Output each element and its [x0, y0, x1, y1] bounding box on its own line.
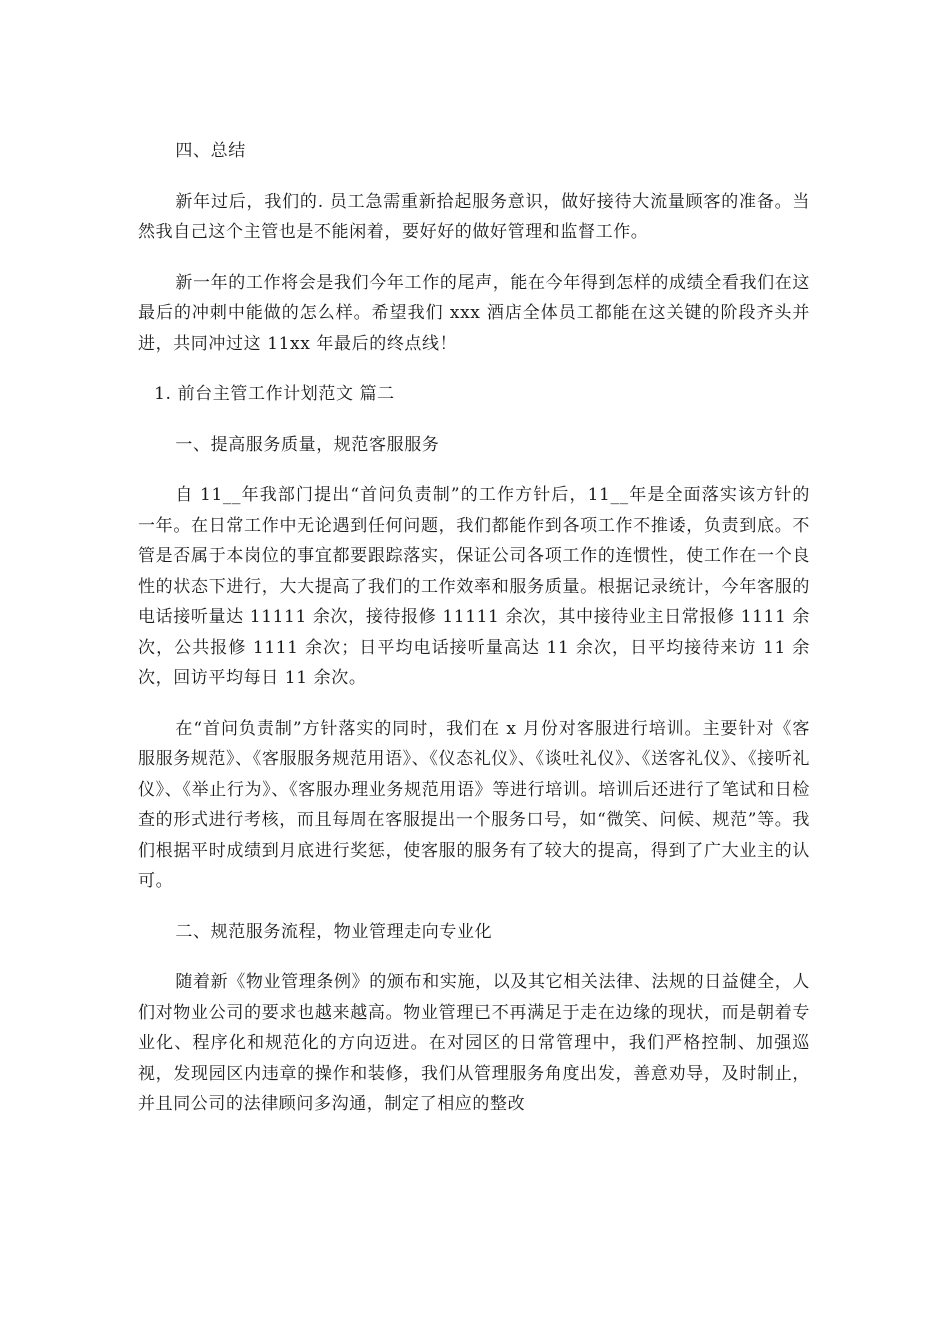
section-heading-summary: 四、总结: [175, 141, 246, 161]
paragraph: 在“首问负责制”方针落实的同时，我们在 x 月份对客服进行培训。主要针对《客服服务规范》、《客服服务规范用语》、《仪态礼仪》、《谈吐礼仪》、《送客礼仪》、《接听礼仪》、《举止行为》、《客服办理业务规范用语》等进行培训。培训后还进行了笔试和日检查的形式进行考核，而且每周在客服提出一个服务口号，如“微笑、问候、规范”等。我们根据平时成绩到月底进行奖惩，使客服的服务有了较大的提高，得到了广大业主的认可。: [138, 718, 810, 891]
paragraph: 新年过后，我们的. 员工急需重新拾起服务意识，做好接待大流量顾客的准备。当然我自己这个主管也是不能闲着，要好好的做好管理和监督工作。: [138, 191, 810, 242]
section-heading-service-quality: 一、提高服务质量，规范客服服务: [175, 434, 440, 455]
article-title: 1. 前台主管工作计划范文 篇二: [154, 384, 395, 404]
paragraph: 新一年的工作将会是我们今年工作的尾声，能在今年得到怎样的成绩全看我们在这最后的冲刺中能做的怎么样。希望我们 xxx 酒店全体员工都能在这关键的阶段齐头并进，共同冲过这 11xx 年最后的终点线！: [138, 272, 810, 354]
document-body: [138, 136, 810, 1140]
paragraph: 自 11__年我部门提出“首问负责制”的工作方针后，11__年是全面落实该方针的一年。在日常工作中无论遇到任何问题，我们都能作到各项工作不推诿，负责到底。不管是否属于本岗位的事宜都要跟踪落实，保证公司各项工作的连惯性，使工作在一个良性的状态下进行，大大提高了我们的工作效率和服务质量。根据记录统计，今年客服的电话接听量达 11111 余次，接待报修 11111 余次，其中接待业主日常报修 1111 余次，公共报修 1111 余次；日平均电话接听量高达 11 余次，日平均接待来访 11 余次，回访平均每日 11 余次。: [138, 485, 810, 688]
paragraph: 随着新《物业管理条例》的颁布和实施，以及其它相关法律、法规的日益健全，人们对物业公司的要求也越来越高。物业管理已不再满足于走在边缘的现状，而是朝着专业化、程序化和规范化的方向迈进。在对园区的日常管理中，我们严格控制、加强巡视，发现园区内违章的操作和装修，我们从管理服务角度出发，善意劝导，及时制止，并且同公司的法律顾问多沟通，制定了相应的整改: [138, 972, 810, 1114]
section-heading-service-process: 二、规范服务流程，物业管理走向专业化: [175, 921, 493, 942]
